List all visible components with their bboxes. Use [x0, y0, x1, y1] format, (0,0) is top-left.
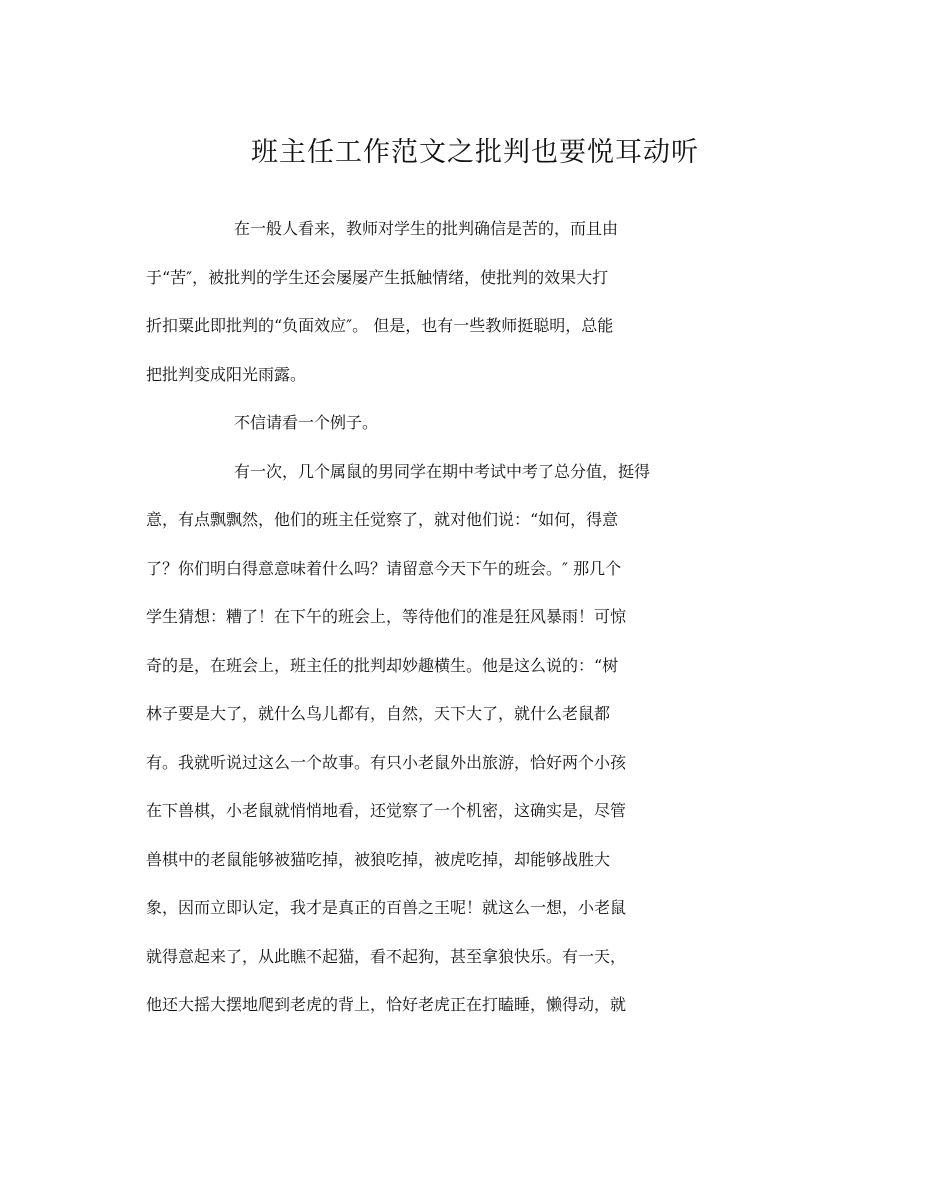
paragraph-line: 意，有点飘飘然，他们的班主任觉察了，就对他们说：“如何，得意 [146, 510, 619, 529]
paragraph-line: 林子要是大了，就什么鸟儿都有，自然，天下大了，就什么老鼠都 [146, 704, 611, 723]
paragraph-line: 有。我就听说过这么一个故事。有只小老鼠外出旅游，恰好两个小孩 [146, 752, 627, 772]
paragraph-line: 在下兽棋，小老鼠就悄悄地看，还觉察了一个机密，这确实是，尽管 [146, 801, 627, 820]
paragraph-2 [146, 410, 800, 459]
paragraph-line: 把批判变成阳光雨露。 [146, 364, 307, 384]
paragraph-line: 兽棋中的老鼠能够被猫吃掉，被狼吃掉，被虎吃掉，却能够战胜大 [146, 849, 611, 869]
paragraph-line: 于“苦″，被批判的学生还会屡屡产生抵触情绪，使批判的效果大打 [146, 267, 609, 287]
paragraph-line: 奇的是，在班会上，班主任的批判却妙趣横生。他是这么说的：“树 [146, 655, 619, 675]
paragraph-line: 折扣粟此即批判的“负面效应″。 但是，也有一些教师挺聪明，总能 [146, 316, 614, 335]
paragraph-line: 他还大摇大摆地爬到老虎的背上，恰好老虎正在打瞌睡，懒得动，就 [146, 995, 627, 1014]
document-title: 班主任工作范文之批判也要悦耳动听 [251, 137, 699, 168]
paragraph-line: 有一次，几个属鼠的男同学在期中考试中考了总分值，挺得 [234, 461, 651, 481]
paragraph-3 [146, 459, 800, 1041]
paragraph-line: 就得意起来了，从此瞧不起猫，看不起狗，甚至拿狼快乐。有一天， [146, 946, 627, 966]
paragraph-line: 了？你们明白得意意味着什么吗？请留意今天下午的班会。″ 那几个 [146, 558, 622, 578]
paragraph-line: 在一般人看来，教师对学生的批判确信是苦的，而且由 [234, 219, 619, 238]
paragraph-1 [146, 216, 800, 410]
paragraph-line: 学生猜想：糟了！在下午的班会上，等待他们的准是狂风暴雨！可惊 [146, 607, 627, 626]
paragraph-line: 不信请看一个例子。 [234, 413, 379, 432]
paragraph-line: 象，因而立即认定，我才是真正的百兽之王呢！就这么一想，小老鼠 [146, 898, 627, 917]
document-body [146, 216, 800, 1041]
